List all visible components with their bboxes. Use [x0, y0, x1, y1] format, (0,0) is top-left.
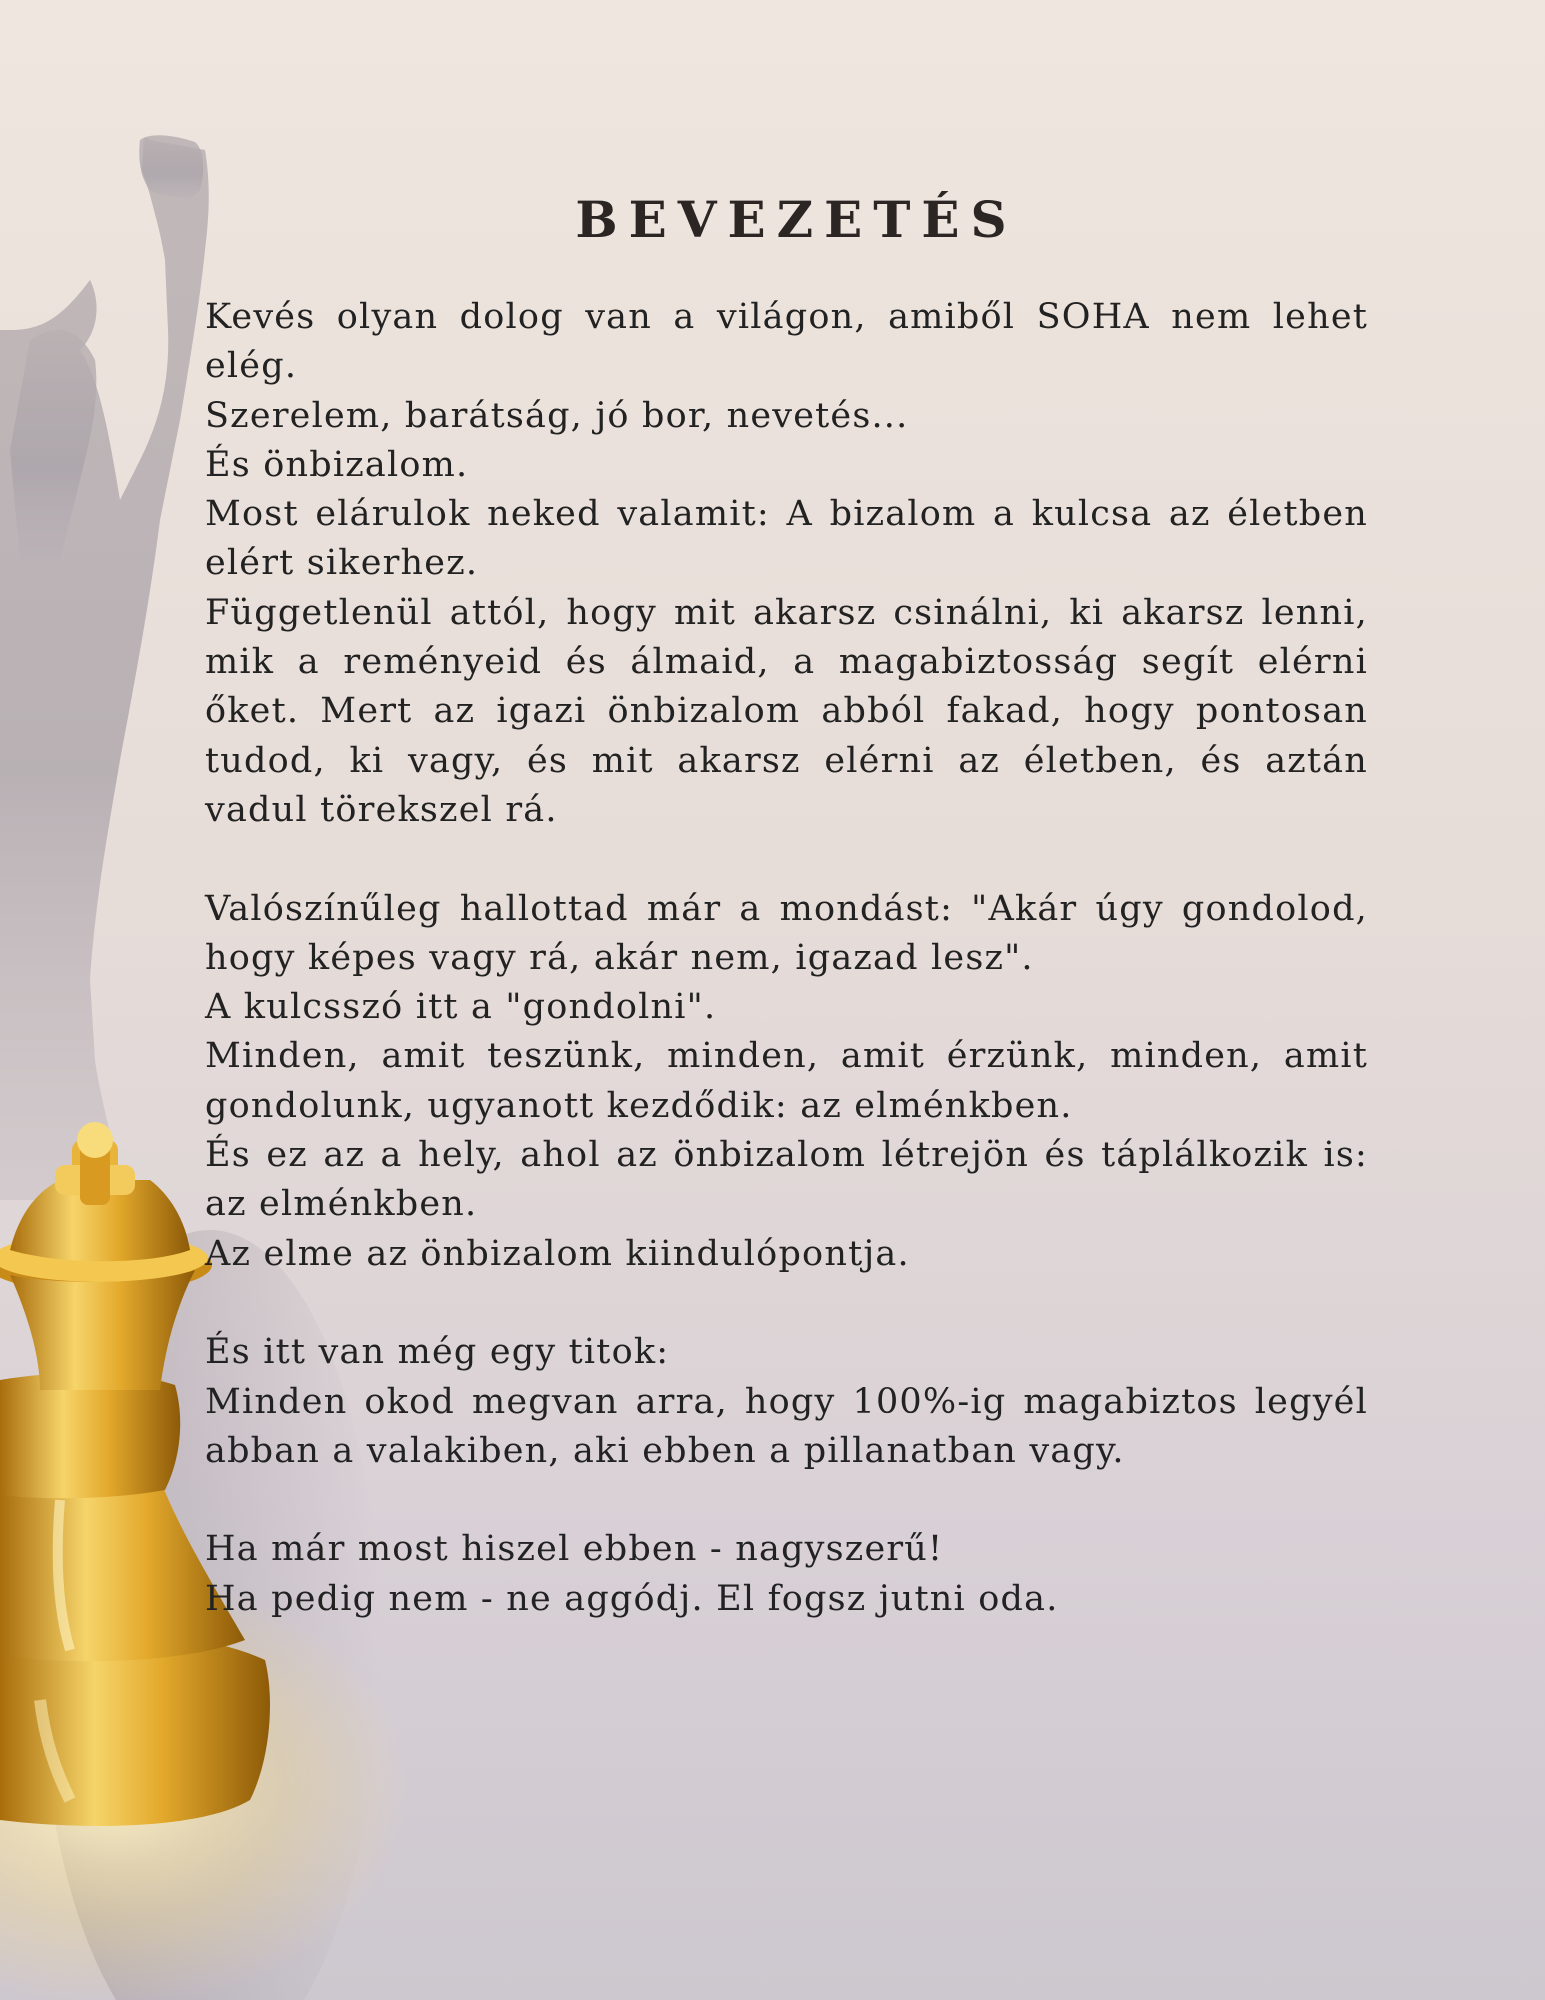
- text-line: Függetlenül attól, hogy mit akarsz csinálni, ki akarsz lenni, mik a reményeid és álmaid, a magabiztosság segít elérni őket. Mert az igazi önbizalom abból fakad, hogy pontosan tudod, ki vagy, és mit akarsz elérni az életben, és aztán vadul törekszel rá.: [205, 592, 1368, 830]
- silhouette-figure: [0, 135, 209, 1200]
- text-line: Ha már most hiszel ebben - nagyszerű!: [205, 1529, 944, 1570]
- text-line: Most elárulok neked valamit: A bizalom a kulcsa az életben elért sikerhez.: [205, 494, 1368, 584]
- text-line: A kulcsszó itt a "gondolni".: [205, 987, 717, 1028]
- text-line: Az elme az önbizalom kiindulópontja.: [205, 1233, 910, 1274]
- text-line: Valószínűleg hallottad már a mondást: "Akár úgy gondolod, hogy képes vagy rá, akár nem, igazad lesz".: [205, 888, 1368, 978]
- paragraph-3: [205, 1328, 1368, 1476]
- text-line: És ez az a hely, ahol az önbizalom létrejön és táplálkozik is: az elménkben.: [205, 1135, 1368, 1225]
- paragraph-2: [205, 885, 1368, 1279]
- text-line: Minden, amit teszünk, minden, amit érzünk, minden, amit gondolunk, ugyanott kezdődik: az elménkben.: [205, 1036, 1368, 1126]
- text-line: Ha pedig nem - ne aggódj. El fogsz jutni oda.: [205, 1578, 1059, 1619]
- text-line: Szerelem, barátság, jó bor, nevetés...: [205, 395, 909, 436]
- page-title: BEVEZETÉS: [575, 190, 1018, 249]
- paragraph-1: [205, 293, 1368, 835]
- paragraph-4: [205, 1525, 1368, 1624]
- document-body: [205, 190, 1368, 1673]
- text-line: És önbizalom.: [205, 444, 469, 485]
- text-line: Minden okod megvan arra, hogy 100%-ig magabiztos legyél abban a valakiben, aki ebben a pillanatban vagy.: [205, 1381, 1368, 1471]
- text-line: És itt van még egy titok:: [205, 1332, 670, 1373]
- text-line: Kevés olyan dolog van a világon, amiből SOHA nem lehet elég.: [205, 297, 1368, 387]
